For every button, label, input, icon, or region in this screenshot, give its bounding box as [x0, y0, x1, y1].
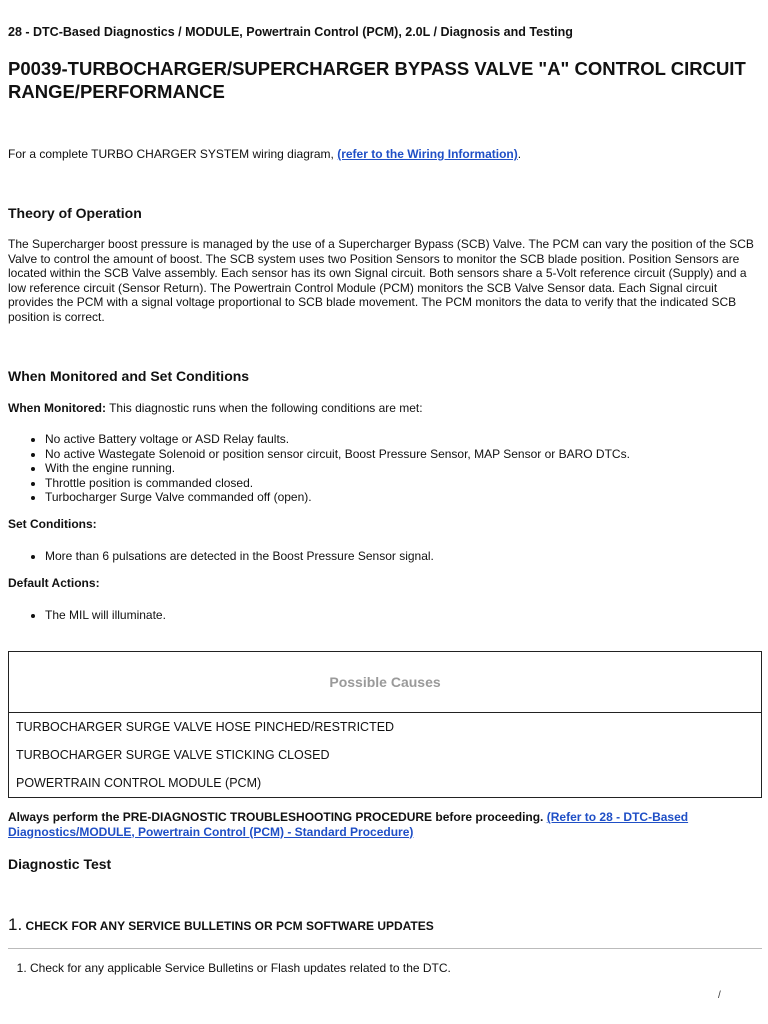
possible-causes-heading: Possible Causes — [9, 652, 761, 713]
theory-body: The Supercharger boost pressure is managed by the use of a Supercharger Bypass (SCB) Valve. The PCM can vary the position of the SCB Valve to control the amount of boost. The SCB system uses two Position Sensors to monitor the SCB blade position. Position Sensors are located within the SCB Valve assembly. Each sensor has its own Signal circuit. Both sensors share a 5-Volt reference circuit (Supply) and a low reference circuit (Sensor Return). The Powertrain Control Module (PCM) monitors the SCB Valve Sensor data. Each Signal circuit provides the PCM with a signal voltage proportional to SCB blade movement. The PCM monitors the data to verify that the indicated SCB position is correct. — [8, 237, 754, 324]
step-title: CHECK FOR ANY SERVICE BULLETINS OR PCM SOFTWARE UPDATES — [22, 919, 434, 933]
set-conditions-list — [8, 549, 434, 564]
list-item: • No active Wastegate Solenoid or position sensor circuit, Boost Pressure Sensor, MAP Sensor or BARO DTCs. — [45, 447, 630, 462]
step-1-instructions — [8, 961, 451, 975]
default-actions-label: Default Actions: — [8, 576, 100, 590]
diagnostic-test-heading: Diagnostic Test — [8, 856, 112, 872]
when-monitored-line — [8, 401, 423, 415]
divider — [8, 948, 762, 949]
step-number: 1. — [8, 915, 23, 934]
wiring-intro — [8, 147, 521, 161]
list-item: • With the engine running. — [45, 461, 630, 476]
page-footer-mark: / — [718, 990, 721, 1001]
list-item: • Turbocharger Surge Valve commanded off (open). — [45, 490, 630, 505]
table-row: TURBOCHARGER SURGE VALVE STICKING CLOSED — [16, 748, 330, 762]
wiring-intro-after: . — [517, 147, 522, 161]
table-row: TURBOCHARGER SURGE VALVE HOSE PINCHED/RESTRICTED — [16, 720, 395, 734]
theory-heading: Theory of Operation — [8, 205, 142, 221]
step-1-heading — [8, 915, 434, 935]
monitored-heading: When Monitored and Set Conditions — [8, 368, 250, 384]
when-monitored-label: When Monitored: — [8, 401, 106, 415]
wiring-intro-text: For a complete TURBO CHARGER SYSTEM wiring diagram, — [8, 147, 338, 161]
pre-diagnostic-notice — [8, 810, 760, 839]
list-item: • More than 6 pulsations are detected in the Boost Pressure Sensor signal. — [45, 549, 434, 564]
list-item: 1. Check for any applicable Service Bulletins or Flash updates related to the DTC. — [30, 961, 451, 975]
default-actions-list — [8, 608, 166, 623]
list-item: • No active Battery voltage or ASD Relay faults. — [45, 432, 630, 447]
pre-diagnostic-text: Always perform the PRE-DIAGNOSTIC TROUBLESHOOTING PROCEDURE before proceeding. — [8, 810, 547, 824]
when-monitored-text: This diagnostic runs when the following conditions are met: — [105, 401, 423, 415]
monitored-list — [8, 432, 630, 505]
list-item: • The MIL will illuminate. — [45, 608, 166, 623]
possible-causes-table — [8, 651, 762, 798]
list-item: • Throttle position is commanded closed. — [45, 476, 630, 491]
set-conditions-label: Set Conditions: — [8, 517, 97, 531]
standard-procedure-link[interactable]: (Refer to 28 - DTC-Based Diagnostics/MODULE, Powertrain Control (PCM) - Standard Procedure) — [8, 810, 689, 839]
table-row: POWERTRAIN CONTROL MODULE (PCM) — [16, 776, 262, 790]
breadcrumb: 28 - DTC-Based Diagnostics / MODULE, Powertrain Control (PCM), 2.0L / Diagnosis and Testing — [8, 25, 573, 39]
wiring-information-link[interactable]: (refer to the Wiring Information) — [337, 147, 518, 161]
page-title: P0039-TURBOCHARGER/SUPERCHARGER BYPASS VALVE "A" CONTROL CIRCUIT RANGE/PERFORMANCE — [8, 58, 746, 102]
